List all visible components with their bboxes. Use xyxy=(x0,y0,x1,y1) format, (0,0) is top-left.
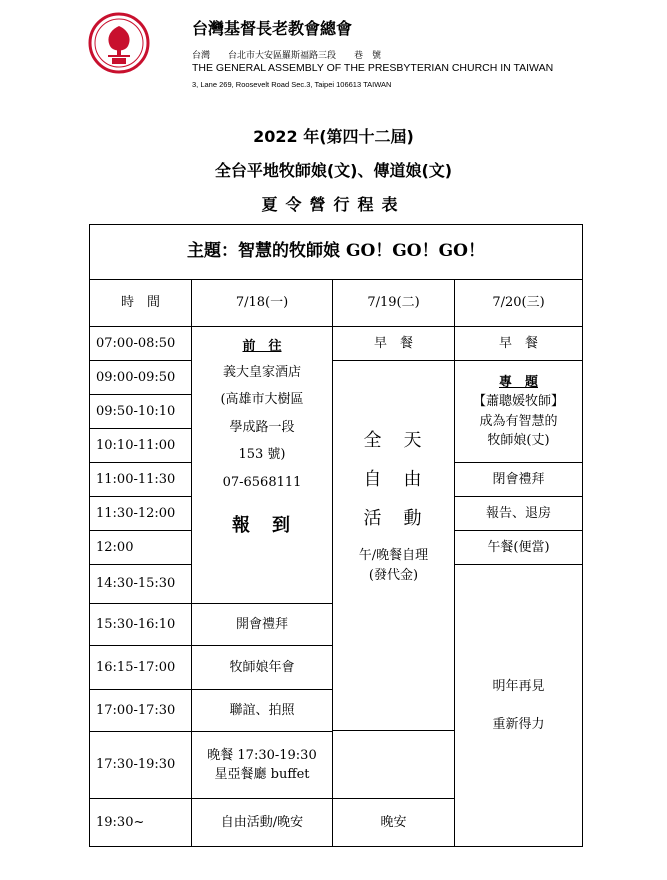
day3-lunch: 午餐(便當) xyxy=(454,530,583,565)
org-name-en: THE GENERAL ASSEMBLY OF THE PRESBYTERIAN CHURCH IN TAIWAN xyxy=(192,62,554,74)
time-cell: 17:30-19:30 xyxy=(89,731,192,799)
time-cell: 07:00-08:50 xyxy=(89,326,192,361)
hotel-name: 義大皇家酒店 xyxy=(222,364,301,380)
schedule-table xyxy=(89,224,583,847)
farewell-line-2: 重新得力 xyxy=(492,716,545,732)
dinner-time: 晚餐 17:30-19:30 xyxy=(207,747,317,763)
theme-cell: 主題：智慧的牧師娘 GO！GO！GO！ xyxy=(89,224,583,280)
address-en: 3, Lane 269, Roosevelt Road Sec.3, Taipei 106613 TAIWAN xyxy=(192,80,392,89)
title-year: 2022 年(第四十二屆) xyxy=(253,127,414,146)
time-cell: 09:00-09:50 xyxy=(89,360,192,395)
header-day2: 7/19(二) xyxy=(332,279,455,327)
letterhead xyxy=(88,10,658,90)
topic-title-1: 成為有智慧的 xyxy=(479,413,558,429)
time-cell: 10:10-11:00 xyxy=(89,428,192,463)
day2-evening-empty xyxy=(332,730,455,799)
hotel-address-2: 學成路一段 xyxy=(229,419,295,435)
free-day-line-3: 活 動 xyxy=(363,508,424,529)
day2-free-day xyxy=(332,360,455,731)
header-day1: 7/18(一) xyxy=(191,279,333,327)
dinner-place: 星亞餐廳 buffet xyxy=(214,767,310,782)
topic-speaker: 【蕭聰媛牧師】 xyxy=(472,394,564,409)
day2-breakfast: 早 餐 xyxy=(332,326,455,361)
farewell-line-1: 明年再見 xyxy=(492,679,545,694)
time-cell: 17:00-17:30 xyxy=(89,689,192,732)
header-time: 時 間 xyxy=(89,279,192,327)
time-cell: 16:15-17:00 xyxy=(89,645,192,690)
meal-note-2: (發代金) xyxy=(368,567,419,583)
day3-report: 報告、退房 xyxy=(454,496,583,531)
day1-annual-meeting: 牧師娘年會 xyxy=(191,645,333,690)
time-cell: 09:50-10:10 xyxy=(89,394,192,429)
time-cell: 12:00 xyxy=(89,530,192,565)
free-day-line-1: 全 天 xyxy=(363,430,424,451)
time-cell: 15:30-16:10 xyxy=(89,603,192,646)
hotel-address-3: 153 號) xyxy=(238,447,286,462)
time-cell: 11:30-12:00 xyxy=(89,496,192,531)
title-event: 全台平地牧師娘(文)、傳道娘(文) xyxy=(214,161,453,180)
day1-departure-cell xyxy=(191,326,333,604)
registration-label: 報 到 xyxy=(232,515,292,536)
day3-topic xyxy=(454,360,583,463)
time-cell: 19:30~ xyxy=(89,798,192,847)
depart-title: 前 往 xyxy=(242,339,282,354)
topic-title-2: 牧師娘(丈) xyxy=(487,433,550,448)
day3-farewell xyxy=(454,564,583,847)
address-zh: 台灣 台北市大安區羅斯福路三段 巷 號 xyxy=(192,51,382,61)
title-schedule: 夏令營行程表 xyxy=(261,195,406,214)
topic-label: 專 題 xyxy=(498,374,538,390)
day1-dinner xyxy=(191,731,333,799)
free-day-line-2: 自 由 xyxy=(363,469,424,490)
day3-breakfast: 早 餐 xyxy=(454,326,583,361)
church-seal-icon xyxy=(88,12,150,74)
day2-night: 晚安 xyxy=(332,798,455,847)
hotel-address-1: (高雄市大樹區 xyxy=(220,392,304,407)
meal-note-1: 午/晚餐自理 xyxy=(358,548,429,563)
day1-night: 自由活動/晚安 xyxy=(191,798,333,847)
day1-fellowship: 聯誼、拍照 xyxy=(191,689,333,732)
hotel-phone: 07-6568111 xyxy=(222,474,302,490)
header-day3: 7/20(三) xyxy=(454,279,583,327)
org-name-zh: 台灣基督長老教會總會 xyxy=(192,19,353,38)
time-cell: 14:30-15:30 xyxy=(89,564,192,604)
time-cell: 11:00-11:30 xyxy=(89,462,192,497)
day3-closing: 閉會禮拜 xyxy=(454,462,583,497)
day1-opening: 開會禮拜 xyxy=(191,603,333,646)
